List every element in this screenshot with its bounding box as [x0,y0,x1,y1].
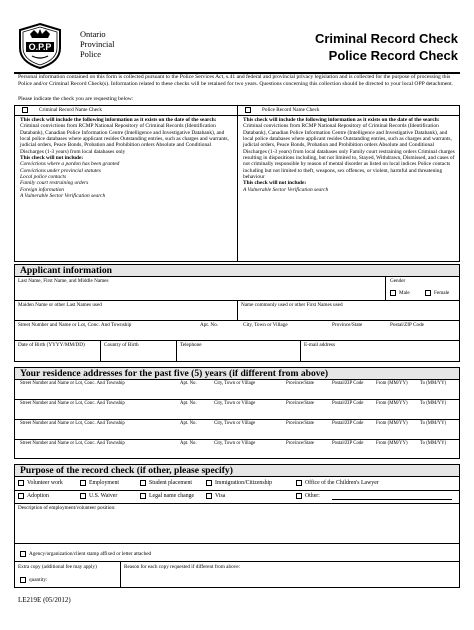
street-label: Street Number and Name or Lot, Conc. And Township [18,322,132,328]
dob-input[interactable] [18,349,98,360]
police-record-checkbox[interactable] [245,107,251,113]
other-label: Other: [305,493,320,499]
title-police: Police Record Check [328,48,458,63]
student-label: Student placement [149,480,192,486]
postal-input[interactable] [390,329,456,339]
criminal-include-heading: This check will include the following information as it exists on the date of the search: [20,117,217,123]
residence-heading: Your residence addresses for the past five (5) years (if different from above) [20,368,329,379]
opp-logo [16,22,64,70]
police-include-heading: This check will include the following information as it exists on the date of the search: [243,117,440,123]
res-province-label: Province/State [286,421,314,426]
common-name-input[interactable] [241,309,456,319]
criminal-exclude-heading: This check will not include: [20,155,84,162]
description-input[interactable] [18,512,456,540]
purpose-immigration[interactable] [206,479,272,487]
res-street-label: Street Number and Name or Lot, Conc. And Township [20,441,125,446]
res-province-input[interactable] [286,387,328,397]
email-input[interactable] [304,349,456,360]
criminal-exclude-item: Family court restraining orders [20,180,89,187]
quantity-option[interactable] [20,577,47,583]
res-apt-label: Apt. No. [180,401,197,406]
res-province-label: Province/State [286,441,314,446]
agency-stamp-checkbox[interactable] [20,551,26,557]
gender-male-option[interactable] [390,290,410,296]
criminal-exclude-item: Foreign information [20,186,64,193]
immigration-label: Immigration/Citizenship [215,480,272,486]
intro-instruction: Please indicate the check you are requesting below: [18,96,134,102]
other-specify-input[interactable] [332,499,452,500]
check-option-rule [14,115,460,116]
criminal-record-label: Criminal Record Name Check [39,107,102,114]
criminal-check-details [20,117,232,199]
police-include-body: Criminal convictions from RCMP National Repository of Criminal Records (Identification Databank), Canadian Police Information Centre (Intelligence and Investigative Databank), and local police databases where applicant resides Outstanding entries, such as charges and warrants, judicial orders, Peace Bonds, Probation and Prohibition orders Absolute and Conditional Discharges (1-3 years) from local databases only Family court restraining orders Criminal charges resulting in dispositions including, but not limited to, Stayed, Withdrawn, Dismissed, and cases of not criminally responsible by reason of mental disorder as listed on local indices Police contacts including but not limited to theft, weapons, sex offences, or violent, harmful and threatening behaviour [243,123,455,181]
police-exclude-heading: This check will not include: [243,180,307,187]
res-postal-label: Postal/ZIP Code [332,441,364,446]
purpose-row-1 [14,479,460,489]
purpose-other[interactable] [296,492,320,500]
res-from-input[interactable] [376,387,416,397]
legal-name-label: Legal name change [149,493,195,499]
applicant-heading: Applicant information [20,265,112,276]
divider [14,340,460,341]
cob-label: Country of Birth [104,342,139,348]
gender-female-option[interactable] [425,290,449,296]
org-name [80,30,114,59]
purpose-student[interactable] [140,479,192,487]
divider [14,490,460,491]
female-checkbox[interactable] [425,290,431,296]
divider [14,561,460,562]
res-to-label: To (MM/YY) [420,381,447,386]
res-from-label: From (MM/YY) [376,381,408,386]
cob-input[interactable] [104,349,174,360]
res-city-input[interactable] [214,387,282,397]
divider [120,561,121,588]
criminal-record-checkbox[interactable] [22,107,28,113]
res-street-input[interactable] [20,387,176,397]
residence-row [14,399,460,419]
divider [14,503,460,504]
reason-label: Reason for each copy requested if different from above: [124,564,240,570]
res-apt-label: Apt. No. [180,381,197,386]
legal-name-checkbox[interactable] [140,493,146,499]
purpose-heading: Purpose of the record check (if other, please specify) [20,465,233,476]
res-street-label: Street Number and Name or Lot, Conc. And Township [20,381,125,386]
res-street-input[interactable] [20,407,176,417]
criminal-exclude-item: Convictions where a pardon has been granted [20,161,120,168]
purpose-visa[interactable] [206,492,225,500]
res-postal-label: Postal/ZIP Code [332,421,364,426]
adoption-checkbox[interactable] [18,493,24,499]
adoption-label: Adoption [27,493,49,499]
purpose-row-2 [14,492,460,502]
org-line-1: Ontario [80,30,106,39]
reason-input[interactable] [124,571,456,585]
agency-stamp-option[interactable] [20,551,151,557]
residence-row [14,439,460,459]
org-line-2: Provincial [80,39,115,49]
apt-label: Apt. No. [200,322,219,328]
purpose-employment[interactable] [80,479,119,487]
res-postal-label: Postal/ZIP Code [332,401,364,406]
res-apt-label: Apt. No. [180,421,197,426]
logo-text: O.P.P [28,42,52,52]
police-check-details [243,117,455,193]
maiden-name-label: Maiden Name or other Last Names used [18,302,102,308]
immigration-checkbox[interactable] [206,480,212,486]
res-apt-input[interactable] [180,387,210,397]
purpose-adoption[interactable] [18,492,49,500]
criminal-exclude-item: Convictions under provincial statutes [20,167,101,174]
res-to-input[interactable] [420,387,458,397]
divider [14,543,460,544]
employment-checkbox[interactable] [80,480,86,486]
street-input[interactable] [18,329,193,339]
quantity-label: quantity: [29,577,48,584]
divider [100,340,101,362]
res-city-label: City, Town or Village [214,421,256,426]
female-label: Female [434,290,450,297]
residence-row [14,419,460,439]
res-from-input[interactable] [376,427,416,437]
volunteer-label: Volunteer work [27,480,63,486]
purpose-volunteer[interactable] [18,479,63,487]
telephone-label: Telephone [180,342,202,348]
intro-paragraph: Personal information contained on this form is collected pursuant to the Police Services Act, s.41 and federal and provincial privacy legislation and is collected for the purpose of processing this Police and/or Criminal Record Check(s). Information related to these checks will be retained for two years. Questions concerning this collection should be directed to your local OPP detachment. [18,74,454,87]
full-name-label: Last Name, First Name, and Middle Names [18,278,109,284]
res-from-label: From (MM/YY) [376,441,408,446]
gender-label: Gender [390,278,406,284]
residence-row [14,379,460,399]
res-to-label: To (MM/YY) [420,421,447,426]
male-checkbox[interactable] [390,290,396,296]
city-input[interactable] [243,329,328,339]
res-to-input[interactable] [420,447,458,457]
apt-input[interactable] [200,329,236,339]
student-checkbox[interactable] [140,480,146,486]
maiden-name-input[interactable] [18,309,233,319]
purpose-childrens-lawyer[interactable] [296,479,379,487]
postal-label: Postal/ZIP Code [390,322,424,328]
visa-checkbox[interactable] [206,493,212,499]
divider [176,340,177,362]
res-city-label: City, Town or Village [214,401,256,406]
divider [385,276,386,300]
page-title [315,30,458,64]
extra-copy-label: Extra copy (additional fee may apply) [18,564,97,570]
res-street-label: Street Number and Name or Lot, Conc. And Township [20,421,125,426]
purpose-legal-name[interactable] [140,492,194,500]
option-police-record[interactable] [245,107,319,113]
email-label: E-mail address [304,342,335,348]
res-to-label: To (MM/YY) [420,401,447,406]
visa-label: Visa [215,493,226,499]
divider [300,340,301,362]
res-street-label: Street Number and Name or Lot, Conc. And Township [20,401,125,406]
city-label: City, Town or Village [243,322,288,328]
police-exclude-item: A Vulnerable Sector Verification search [243,186,329,193]
purpose-us-waiver[interactable] [80,492,117,500]
other-checkbox[interactable] [296,493,302,499]
us-waiver-checkbox[interactable] [80,493,86,499]
childrens-lawyer-checkbox[interactable] [296,480,302,486]
criminal-exclude-item: A Vulnerable Sector Verification search [20,193,106,200]
divider [237,300,238,320]
volunteer-checkbox[interactable] [18,480,24,486]
res-city-label: City, Town or Village [214,381,256,386]
res-postal-input[interactable] [332,387,372,397]
common-name-label: Name commonly used or other First Names used [241,302,343,308]
check-divider [237,105,238,262]
employment-label: Employment [89,480,119,486]
agency-stamp-label: Agency/organization/client stamp affixed or letter attached [29,551,152,558]
option-criminal-record[interactable] [22,107,102,113]
res-province-label: Province/State [286,381,314,386]
title-criminal: Criminal Record Check [314,31,458,46]
telephone-input[interactable] [180,349,298,360]
childrens-lawyer-label: Office of the Children's Lawyer [305,480,379,486]
us-waiver-label: U.S. Waiver [89,493,118,499]
res-street-input[interactable] [20,427,176,437]
res-from-label: From (MM/YY) [376,401,408,406]
res-to-label: To (MM/YY) [420,441,447,446]
org-line-3: Police [80,49,101,59]
res-province-label: Province/State [286,401,314,406]
res-from-input[interactable] [376,447,416,457]
description-label: Description of employment/volunteer position: [18,505,116,511]
province-input[interactable] [332,329,386,339]
res-to-input[interactable] [420,427,458,437]
res-from-label: From (MM/YY) [376,421,408,426]
divider [14,320,460,321]
dob-label: Date of Birth (YYYY/MM/DD) [18,342,85,348]
male-label: Male [399,290,410,297]
res-apt-label: Apt. No. [180,441,197,446]
res-from-input[interactable] [376,407,416,417]
criminal-exclude-item: Local police contacts [20,174,67,181]
res-to-input[interactable] [420,407,458,417]
res-city-label: City, Town or Village [214,441,256,446]
criminal-include-body: Criminal convictions from RCMP National Repository of Criminal Records (Identification Databank), Canadian Police Information Centre (Intelligence and Investigative Databank), and local police databases where applicant resides Outstanding entries, such as charges and warrants, judicial orders, Peace Bonds, Probation and Prohibition orders Absolute and Conditional Discharges (1-3 years) from local databases only [20,123,229,155]
province-label: Province/State [332,322,363,328]
full-name-input[interactable] [18,285,380,295]
res-street-input[interactable] [20,447,176,457]
res-postal-label: Postal/ZIP Code [332,381,364,386]
police-record-label: Police Record Name Check [262,107,320,114]
quantity-checkbox[interactable] [20,577,26,583]
form-number: LE219E (05/2012) [18,596,71,604]
